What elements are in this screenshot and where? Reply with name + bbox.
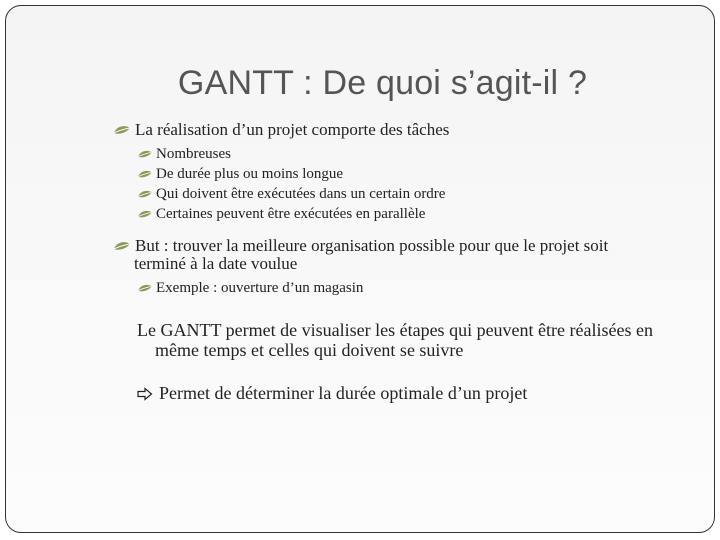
bullet-tasks	[112, 121, 449, 139]
sub-bullet	[136, 166, 343, 183]
hollow-arrow-right-icon	[137, 387, 153, 401]
slide-title: GANTT : De quoi s’agit-il ?	[177, 64, 588, 102]
sub-bullet	[136, 186, 445, 203]
conclusion-line	[137, 383, 527, 404]
sub-bullet-text: Nombreuses	[156, 146, 231, 162]
paragraph-line1: Le GANTT permet de visualiser les étapes qui peuvent être réalisées en	[137, 320, 653, 340]
leaf-bullet-icon	[136, 149, 154, 161]
sub-bullet-text: De durée plus ou moins longue	[156, 166, 344, 182]
sub-bullet	[136, 206, 425, 223]
leaf-bullet-icon	[112, 124, 132, 138]
conclusion-text: Permet de déterminer la durée optimale d’un projet	[159, 383, 528, 403]
leaf-bullet-icon	[136, 209, 154, 221]
leaf-bullet-icon	[136, 169, 154, 181]
paragraph-line2: même temps et celles qui doivent se suivre	[155, 340, 464, 360]
sub-bullet	[136, 280, 363, 297]
sub-bullet	[136, 146, 231, 163]
leaf-bullet-icon	[136, 283, 154, 295]
leaf-bullet-icon	[112, 240, 132, 254]
bullet-goal	[112, 237, 608, 255]
leaf-bullet-icon	[136, 189, 154, 201]
bullet-text: La réalisation d’un projet comporte des tâches	[135, 120, 450, 139]
sub-bullet-text: Certaines peuvent être exécutées en parallèle	[156, 206, 426, 222]
sub-bullet-text: Exemple : ouverture d’un magasin	[156, 280, 364, 296]
sub-bullet-text: Qui doivent être exécutées dans un certain ordre	[156, 186, 446, 202]
bullet-text-line2: terminé à la date voulue	[134, 254, 298, 273]
bullet-text-line1: But : trouver la meilleure organisation possible pour que le projet soit	[135, 236, 609, 255]
